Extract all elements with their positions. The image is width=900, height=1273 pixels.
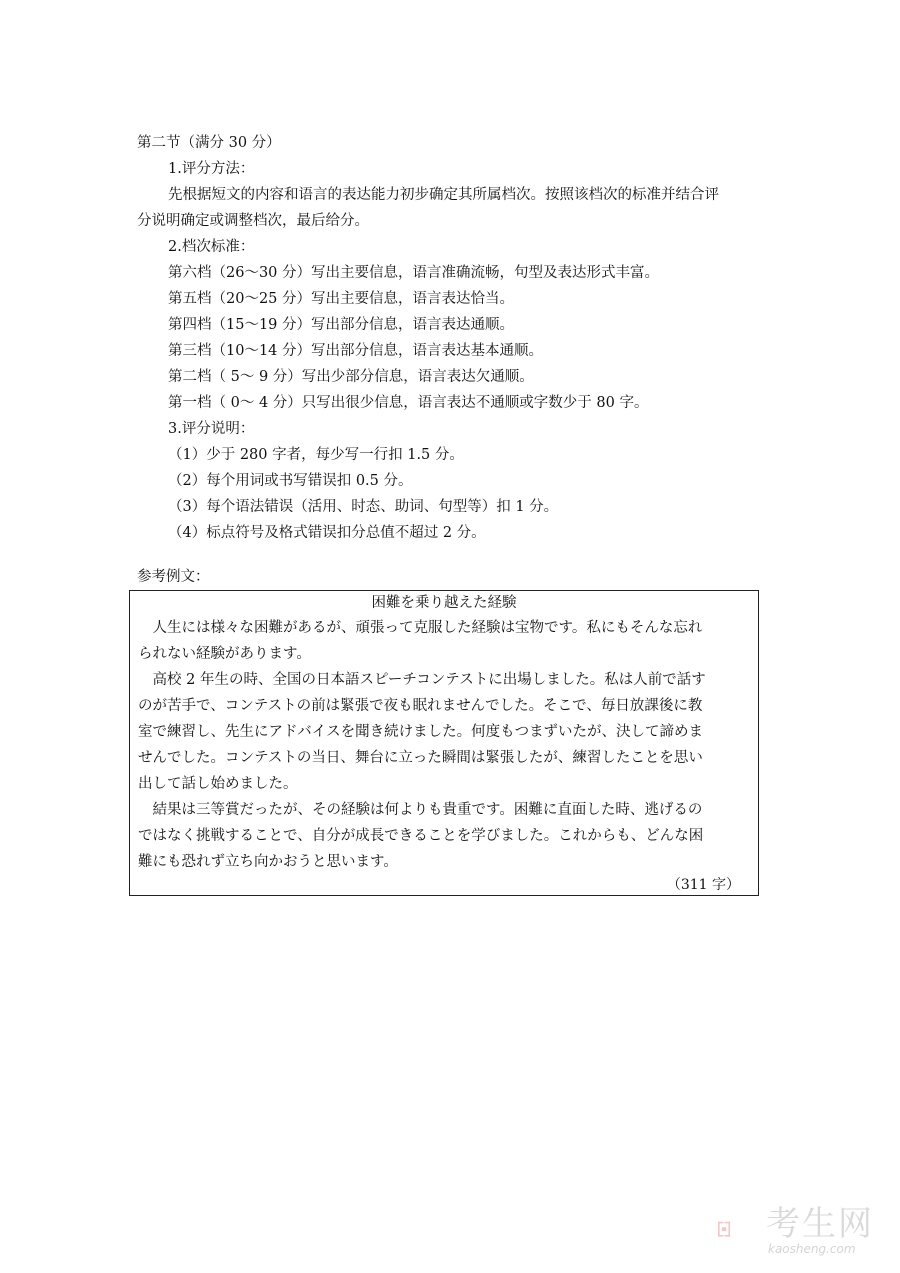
level-item: 第六档（26～30 分）写出主要信息，语言准确流畅，句型及表达形式丰富。: [168, 265, 660, 281]
level-item: 第二档（ 5～ 9 分）写出少部分信息，语言表达欠通顺。: [168, 369, 534, 385]
sample-label: 参考例文：: [137, 569, 210, 585]
level-item: 第一档（ 0～ 4 分）只写出很少信息，语言表达不通顺或字数少于 80 字。: [168, 395, 649, 411]
note-item: （2）每个用词或书写错误扣 0.5 分。: [168, 473, 413, 489]
essay-line: のが苦手で、コンテストの前は緊張で夜も眠れませんでした。そこで、毎日放課後に教: [138, 698, 703, 714]
notes-title: 3.评分说明：: [168, 421, 255, 437]
watermark-domain: kaosheng.com: [768, 1242, 856, 1256]
essay-title: 困難を乗り越えた経験: [371, 595, 517, 611]
note-item: （1）少于 280 字者，每少写一行扣 1.5 分。: [168, 447, 464, 463]
levels-title: 2.档次标准：: [168, 239, 255, 255]
essay-line: 高校 2 年生の時、全国の日本語スピーチコンテストに出場しました。私は人前で話す: [138, 672, 706, 688]
watermark-name: 考生网: [766, 1204, 874, 1244]
sample-essay-box: [129, 590, 759, 896]
method-text-cont: 分说明确定或调整档次，最后给分。: [137, 213, 369, 229]
level-item: 第三档（10～14 分）写出部分信息，语言表达基本通顺。: [168, 343, 544, 359]
essay-line: 室で練習し、先生にアドバイスを聞き続けました。何度もつまずいたが、決して諦めま: [138, 724, 704, 740]
essay-line: 結果は三等賞だったが、その経験は何よりも貴重です。困難に直面した時、逃げるの: [138, 802, 703, 818]
method-title: 1.评分方法：: [168, 161, 255, 177]
essay-line: 人生には様々な困難があるが、頑張って克服した経験は宝物です。私にもそんな忘れ: [138, 620, 703, 636]
kaosheng-logo-icon: [718, 1204, 762, 1256]
word-count: （311 字）: [666, 877, 740, 893]
essay-line: ではなく挑戦することで、自分が成長できることを学びました。これからも、どんな困: [138, 828, 704, 844]
essay-line: られない経験があります。: [138, 646, 311, 662]
method-text: 先根据短文的内容和语言的表达能力初步确定其所属档次。按照该档次的标准并结合评: [168, 187, 719, 203]
level-item: 第五档（20～25 分）写出主要信息，语言表达恰当。: [168, 291, 515, 307]
note-item: （4）标点符号及格式错误扣分总值不超过 2 分。: [168, 525, 486, 541]
level-item: 第四档（15～19 分）写出部分信息，语言表达通顺。: [168, 317, 515, 333]
essay-line: せんでした。コンテストの当日、舞台に立った瞬間は緊張したが、練習したことを思い: [138, 750, 703, 766]
essay-line: 出して話し始めました。: [138, 776, 298, 792]
section-heading: 第二节（满分 30 分）: [137, 135, 281, 151]
essay-line: 難にも恐れず立ち向かおうと思います。: [138, 854, 398, 870]
note-item: （3）每个语法错误（活用、时态、助词、句型等）扣 1 分。: [168, 499, 559, 515]
